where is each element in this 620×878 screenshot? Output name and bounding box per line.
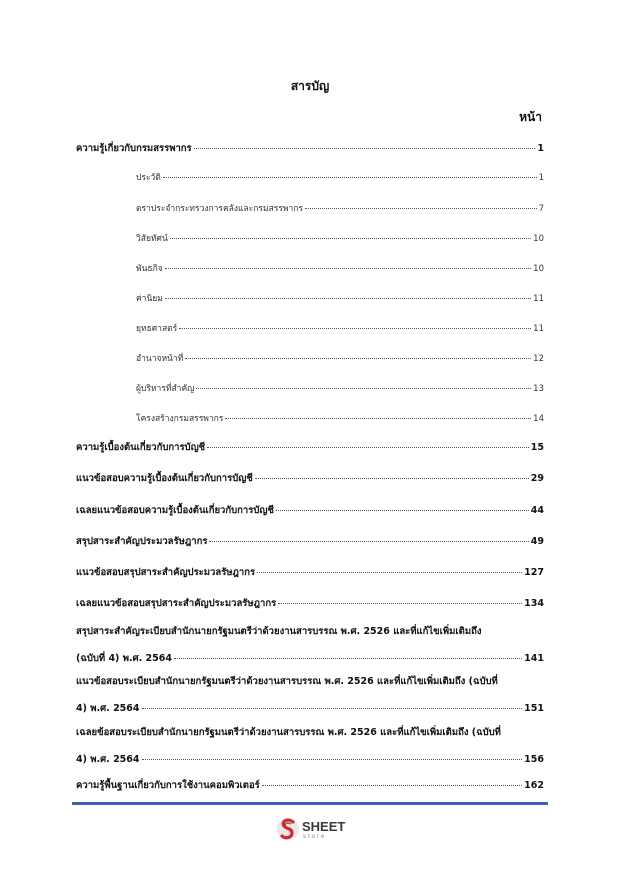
toc-entry[interactable]	[76, 624, 544, 666]
toc-entry-title: ค่านิยม	[136, 294, 163, 304]
toc-subentry[interactable]	[136, 231, 544, 245]
dot-leader	[165, 298, 531, 299]
toc-entry-page: 7	[538, 204, 544, 214]
dot-leader	[142, 759, 523, 760]
toc-entry-page: 11	[533, 294, 544, 304]
logo-mark-icon	[276, 815, 300, 843]
toc-entry-page: 151	[524, 703, 544, 714]
toc-entry[interactable]	[76, 534, 544, 549]
toc-entry-title: สรุปสาระสำคัญประมวลรัษฎากร	[76, 536, 208, 547]
dot-leader	[142, 708, 523, 709]
dot-leader	[207, 447, 529, 448]
toc-entry-page: 127	[524, 567, 544, 578]
sheet-store-logo	[276, 815, 366, 845]
toc-subentry[interactable]	[136, 201, 544, 215]
dot-leader	[170, 238, 531, 239]
toc-entry-title-cont: 4) พ.ศ. 2564	[76, 754, 140, 765]
toc-entry-title: เฉลยแนวข้อสอบสรุปสาระสำคัญประมวลรัษฎากร	[76, 598, 277, 609]
dot-leader	[209, 541, 528, 542]
page-column-label: หน้า	[519, 110, 542, 124]
dot-leader	[196, 388, 531, 389]
dot-leader	[194, 148, 536, 149]
toc-entry-title: วิสัยทัศน์	[136, 234, 168, 244]
toc-entry-title: ยุทธศาสตร์	[136, 324, 178, 334]
dot-leader	[163, 177, 537, 178]
toc-entry-title-cont: (ฉบับที่ 4) พ.ศ. 2564	[76, 653, 172, 664]
toc-entry-title: แนวข้อสอบระเบียบสำนักนายกรัฐมนตรีว่าด้วยงานสารบรรณ พ.ศ. 2526 และที่แก้ไขเพิ่มเติมถึง (ฉบับที่	[76, 676, 498, 687]
toc-entry-title: ประวัติ	[136, 173, 161, 183]
toc-entry-page: 13	[533, 384, 544, 394]
toc-entry-title: เฉลยข้อสอบระเบียบสำนักนายกรัฐมนตรีว่าด้วยงานสารบรรณ พ.ศ. 2526 และที่แก้ไขเพิ่มเติมถึง (ฉบับที่	[76, 727, 501, 738]
dot-leader	[278, 603, 522, 604]
dot-leader	[255, 478, 529, 479]
page-title: สารบัญ	[290, 79, 330, 93]
toc-entry-page: 1	[538, 173, 544, 183]
toc-entry-title: โครงสร้างกรมสรรพากร	[136, 414, 224, 424]
toc-entry[interactable]	[76, 725, 544, 767]
dot-leader	[179, 328, 531, 329]
toc-entry-page: 141	[524, 653, 544, 664]
dot-leader	[174, 658, 522, 659]
toc-entry-title: ความรู้พื้นฐานเกี่ยวกับการใช้งานคอมพิวเตอร์	[76, 780, 260, 791]
toc-entry[interactable]	[76, 503, 544, 518]
toc-entry[interactable]	[76, 471, 544, 486]
toc-entry-title: พันธกิจ	[136, 264, 163, 274]
dot-leader	[257, 572, 522, 573]
toc-entry-page: 11	[533, 324, 544, 334]
toc-entry[interactable]	[76, 674, 544, 716]
logo-wordmark: SHEET	[302, 819, 346, 834]
toc-subentry[interactable]	[136, 321, 544, 335]
toc-subentry[interactable]	[136, 411, 544, 425]
toc-entry-title: ความรู้เกี่ยวกับกรมสรรพากร	[76, 143, 192, 154]
toc-subentry[interactable]	[136, 261, 544, 275]
dot-leader	[185, 358, 531, 359]
toc-entry-title-cont: 4) พ.ศ. 2564	[76, 703, 140, 714]
toc-entry-page: 162	[524, 780, 544, 791]
toc-subentry[interactable]	[136, 351, 544, 365]
toc-entry-title: เฉลยแนวข้อสอบความรู้เบื้องต้นเกี่ยวกับการบัญชี	[76, 505, 274, 516]
logo-subtext: store	[303, 834, 327, 840]
toc-entry-page: 10	[533, 264, 544, 274]
toc-entry-title: แนวข้อสอบสรุปสาระสำคัญประมวลรัษฎากร	[76, 567, 256, 578]
toc-subentry[interactable]	[136, 170, 544, 184]
dot-leader	[225, 418, 531, 419]
toc-entry-title: อำนาจหน้าที่	[136, 354, 184, 364]
toc-entry-page: 49	[530, 536, 544, 547]
toc-entry[interactable]	[76, 440, 544, 455]
toc-entry-page: 1	[537, 143, 544, 154]
toc-entry[interactable]	[76, 596, 544, 611]
footer-rule	[72, 802, 548, 805]
dot-leader	[165, 268, 531, 269]
toc-subentry[interactable]	[136, 381, 544, 395]
toc-entry[interactable]	[76, 141, 544, 156]
toc-entry-page: 44	[530, 505, 544, 516]
toc-entry[interactable]	[76, 778, 544, 793]
dot-leader	[262, 785, 522, 786]
toc-entry-title: แนวข้อสอบความรู้เบื้องต้นเกี่ยวกับการบัญชี	[76, 473, 253, 484]
toc-entry-page: 14	[533, 414, 544, 424]
toc-entry-title: ผู้บริหารที่สำคัญ	[136, 384, 195, 394]
toc-entry[interactable]	[76, 565, 544, 580]
dot-leader	[305, 208, 537, 209]
toc-entry-page: 15	[530, 442, 544, 453]
toc-entry-title: ตราประจำกระทรวงการคลังและกรมสรรพากร	[136, 204, 304, 214]
dot-leader	[276, 510, 529, 511]
toc-entry-page: 10	[533, 234, 544, 244]
toc-entry-page: 12	[533, 354, 544, 364]
toc-entry-page: 134	[524, 598, 544, 609]
toc-entry-title: ความรู้เบื้องต้นเกี่ยวกับการบัญชี	[76, 442, 206, 453]
toc-entry-title: สรุปสาระสำคัญระเบียบสำนักนายกรัฐมนตรีว่าด้วยงานสารบรรณ พ.ศ. 2526 และที่แก้ไขเพิ่มเติมถึง	[76, 626, 482, 637]
toc-subentry[interactable]	[136, 291, 544, 305]
toc-entry-page: 29	[530, 473, 544, 484]
toc-entry-page: 156	[524, 754, 544, 765]
